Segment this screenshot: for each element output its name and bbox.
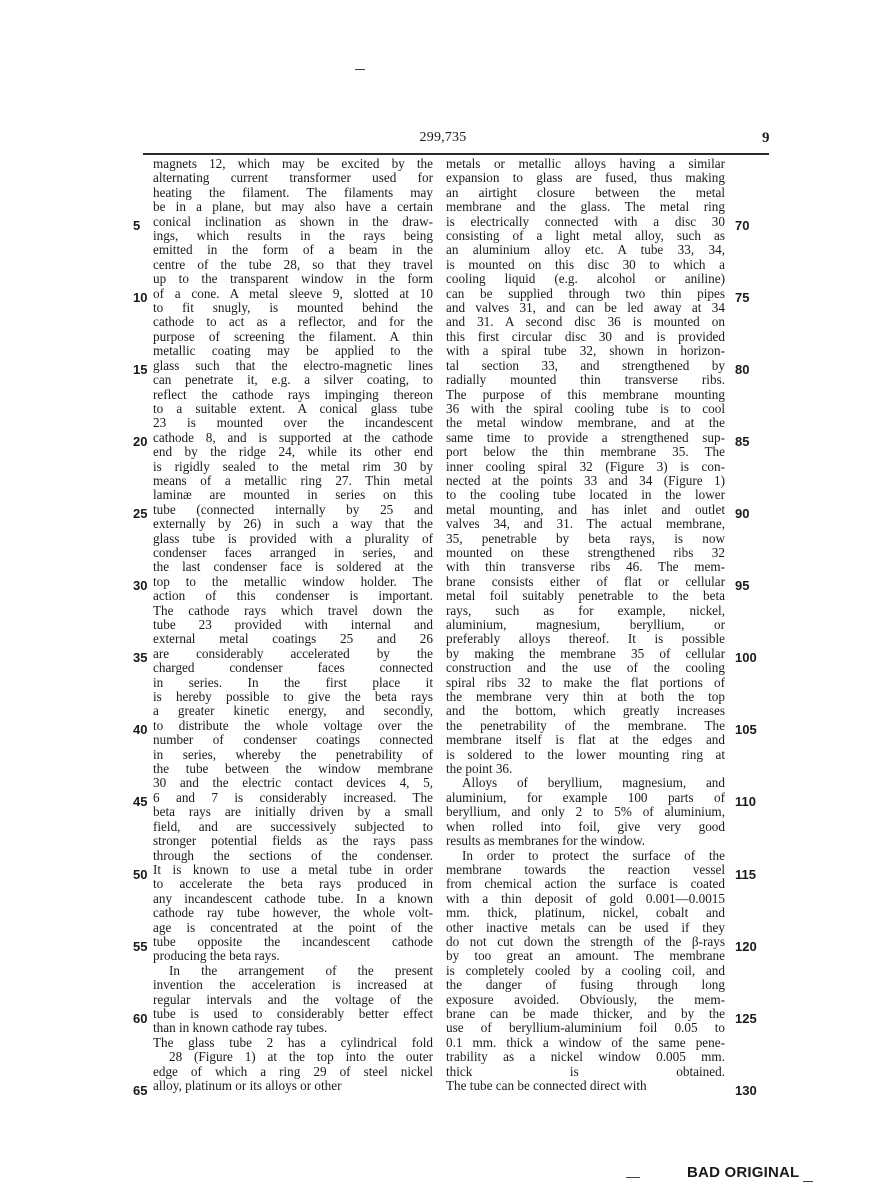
text-line: 35, penetrable by beta rays, is now	[446, 530, 725, 546]
line-number: 45	[133, 794, 148, 810]
text-line: is soldered to the lower mounting ring at	[446, 746, 725, 762]
text-line: through the sections of the condenser.	[153, 847, 433, 863]
text-line: The purpose of this membrane mounting	[446, 386, 725, 402]
text-line: 36 with the spiral cooling tube is to cool	[446, 400, 725, 416]
text-line: tube (connected internally by 25 and	[153, 501, 433, 517]
text-line: beryllium, and only 2 to 5% of aluminium,	[446, 804, 725, 820]
text-line: by making the membrane 35 of cellular	[446, 645, 725, 661]
text-line: glass such that the electro-magnetic lines	[153, 357, 433, 373]
line-number: 95	[735, 578, 750, 594]
text-line: purpose of screening the filament. A thin	[153, 328, 433, 344]
text-line: the membrane very thin at both the top	[446, 689, 725, 705]
text-line: heating the filament. The filaments may	[153, 184, 433, 200]
text-line: conical inclination as shown in the draw-	[153, 213, 433, 229]
line-number: 5	[133, 217, 141, 233]
line-number: 60	[133, 1010, 148, 1026]
text-line: do not cut down the strength of the β-rays	[446, 933, 725, 949]
text-line: this first circular disc 30 and is provided	[446, 328, 725, 344]
text-line: the point 36.	[446, 761, 513, 777]
text-line: use of beryllium-aluminium foil 0.05 to	[446, 1020, 725, 1036]
text-line: regular intervals and the voltage of the	[153, 991, 433, 1007]
line-number: 35	[133, 650, 148, 666]
text-line: field, and are successively subjected to	[153, 818, 433, 834]
text-line: the danger of fusing through long	[446, 977, 725, 993]
text-line: and the bottom, which greatly increases	[446, 703, 725, 719]
header-rule	[143, 153, 769, 155]
text-line: be in a plane, but may also have a certain	[153, 199, 433, 215]
text-line: the metal window membrane, and at the	[446, 415, 725, 431]
text-line: stronger potential fields as the rays pass	[153, 833, 433, 849]
text-line: metal mounting, and has inlet and outlet	[446, 501, 725, 517]
text-line: can penetrate it, e.g. a silver coating, to	[153, 372, 433, 388]
scan-mark	[803, 1181, 813, 1182]
text-line: expansion to glass are fused, thus making	[446, 170, 725, 186]
text-line: with a thin deposit of gold 0.001—0.0015	[446, 890, 725, 906]
text-line: Alloys of beryllium, magnesium, and	[462, 775, 725, 791]
text-line: tal section 33, and strengthened by	[446, 357, 725, 373]
text-line: 6 and 7 is considerably increased. The	[153, 789, 433, 805]
text-line: is completely cooled by a cooling coil, and	[446, 962, 725, 978]
text-line: the last condenser face is soldered at the	[153, 559, 433, 575]
line-number: 15	[133, 361, 148, 377]
text-line: up to the transparent window in the form	[153, 271, 433, 287]
text-line: mm. thick, platinum, nickel, cobalt and	[446, 905, 725, 921]
text-line: rays, such as for example, nickel,	[446, 602, 725, 618]
text-line: metallic coating may be applied to the	[153, 343, 433, 359]
text-line: magnets 12, which may be excited by the	[153, 156, 433, 171]
text-line: a greater kinetic energy, and secondly,	[153, 703, 433, 719]
text-line: construction and the use of the cooling	[446, 660, 725, 676]
text-line: means of a metallic ring 27. Thin metal	[153, 472, 433, 488]
text-line: is rigidly sealed to the metal rim 30 by	[153, 458, 433, 474]
page-index: 9	[762, 130, 770, 146]
text-line: cathode ray tube however, the whole volt-	[153, 905, 433, 921]
line-number: 120	[735, 938, 757, 954]
text-line: the tube between the window membrane	[153, 761, 433, 777]
text-line: to accelerate the beta rays produced in	[153, 876, 433, 892]
text-line: The cathode rays which travel down the	[153, 602, 433, 618]
text-line: charged condenser faces connected	[153, 660, 433, 676]
text-line: metals or metallic alloys having a similar	[446, 156, 725, 171]
line-number: 90	[735, 506, 750, 522]
text-line: in series. In the first place it	[153, 674, 433, 690]
text-line: to fit snugly, is mounted behind the	[153, 300, 433, 316]
line-number: 130	[735, 1082, 757, 1098]
text-line: the penetrability of the membrane. The	[446, 717, 725, 733]
text-line: an aluminium alloy etc. A tube 33, 34,	[446, 242, 725, 258]
text-line: other inactive metals can be used if they	[446, 919, 725, 935]
text-line: to the cooling tube located in the lower	[446, 487, 725, 503]
text-line: condenser faces arranged in series, and	[153, 544, 433, 560]
text-line: from chemical action the surface is coated	[446, 876, 725, 892]
text-line: edge of which a ring 29 of steel nickel	[153, 1063, 433, 1079]
scan-mark	[355, 69, 365, 70]
text-line: are considerably accelerated by the	[153, 645, 433, 661]
text-line: port below the thin membrane 35. The	[446, 444, 725, 460]
patent-number: 299,735	[419, 130, 467, 145]
text-line: inner cooling spiral 32 (Figure 3) is con-	[446, 458, 725, 474]
text-line: 30 and the electric contact devices 4, 5,	[153, 775, 433, 791]
text-line: cathode to act as a reflector, and for the	[153, 314, 433, 330]
text-line: tube 23 provided with internal and	[153, 617, 433, 632]
line-number: 30	[133, 578, 148, 594]
text-line: in series, whereby the penetrability of	[153, 746, 433, 762]
text-line: age is concentrated at the point of the	[153, 919, 433, 935]
text-line: with thin transverse ribs 46. The mem-	[446, 559, 725, 575]
text-line: ings, which results in the rays being	[153, 228, 433, 244]
text-line: to a suitable extent. A conical glass tube	[153, 400, 433, 416]
bad-original-stamp: BAD ORIGINAL	[687, 1164, 800, 1181]
text-line: aluminium, magnesium, beryllium, or	[446, 617, 725, 632]
right-column	[446, 157, 725, 1093]
text-line: same time to provide a strengthened sup-	[446, 429, 725, 445]
line-number: 125	[735, 1010, 757, 1026]
text-line: consisting of a light metal alloy, such as	[446, 228, 725, 244]
line-number: 80	[735, 361, 750, 377]
text-line: and 31. A second disc 36 is mounted on	[446, 314, 725, 330]
line-number: 105	[735, 722, 757, 738]
line-number: 70	[735, 217, 750, 233]
text-line: 0.1 mm. thick a window of the same pene-	[446, 1034, 725, 1050]
text-line: mounted on these strengthened ribs 32	[446, 544, 725, 560]
line-number: 110	[735, 794, 756, 810]
line-number: 55	[133, 938, 148, 954]
text-line: and valves 31, and can be led away at 34	[446, 300, 725, 316]
text-line: 28 (Figure 1) at the top into the outer	[169, 1049, 433, 1065]
text-line: emitted in the form of a beam in the	[153, 242, 433, 258]
text-line: nected at the points 33 and 34 (Figure 1)	[446, 472, 725, 488]
text-line: exposure avoided. Obviously, the mem-	[446, 991, 725, 1007]
text-line: invention the acceleration is increased at	[153, 977, 433, 993]
text-line: brane can be made thicker, and by the	[446, 1005, 725, 1021]
line-number: 50	[133, 866, 148, 882]
text-line: alloy, platinum or its alloys or other	[153, 1078, 342, 1093]
text-line: alternating current transformer used for	[153, 170, 433, 186]
text-line: top to the metallic window holder. The	[153, 573, 433, 589]
text-line: 23 is mounted over the incandescent	[153, 415, 433, 431]
text-line: number of condenser coatings connected	[153, 732, 433, 748]
text-line: when rolled into foil, give very good	[446, 818, 725, 834]
text-line: is electrically connected with a disc 30	[446, 213, 725, 229]
text-line: can be supplied through two thin pipes	[446, 285, 725, 301]
text-line: cooling liquid (e.g. alcohol or aniline)	[446, 271, 725, 287]
text-line: cathode 8, and is supported at the cathode	[153, 429, 433, 445]
text-line: of a cone. A metal sleeve 9, slotted at 10	[153, 285, 433, 301]
text-line: metal foil suitably penetrable to the beta	[446, 588, 725, 604]
line-number: 100	[735, 650, 757, 666]
text-line: external metal coatings 25 and 26	[153, 631, 433, 647]
text-line: results as membranes for the window.	[446, 833, 646, 849]
text-line: membrane itself is flat at the edges and	[446, 732, 725, 748]
line-number: 85	[735, 433, 750, 449]
text-line: is hereby possible to give the beta rays	[153, 689, 433, 705]
text-line: The tube can be connected direct with	[446, 1078, 647, 1093]
text-line: spiral ribs 32 to make the flat portions of	[446, 674, 725, 690]
text-line: externally by 26) in such a way that the	[153, 516, 433, 532]
text-line: valves 34, and 31. The actual membrane,	[446, 516, 725, 532]
text-line: centre of the tube 28, so that they travel	[153, 256, 433, 272]
text-line: aluminium, for example 100 parts of	[446, 789, 725, 805]
text-line: trability as a nickel window 0.005 mm.	[446, 1049, 725, 1065]
line-number: 115	[735, 866, 756, 882]
scan-mark	[626, 1177, 640, 1178]
text-line: with a spiral tube 32, shown in horizon-	[446, 343, 725, 359]
text-line: by too great an amount. The membrane	[446, 948, 725, 964]
text-line: any incandescent cathode tube. In a known	[153, 890, 433, 906]
text-line: tube opposite the incandescent cathode	[153, 933, 433, 949]
text-line: to distribute the whole voltage over the	[153, 717, 433, 733]
text-line: end by the ridge 24, while its other end	[153, 444, 433, 460]
line-number: 75	[735, 289, 750, 305]
left-column	[153, 157, 433, 1093]
text-line: preferably alloys thereof. It is possible	[446, 631, 725, 647]
text-line: radially mounted thin transverse ribs.	[446, 372, 725, 388]
line-number: 10	[133, 289, 148, 305]
text-line: brane consists either of flat or cellular	[446, 573, 725, 589]
text-line: The glass tube 2 has a cylindrical fold	[153, 1034, 433, 1050]
line-number: 40	[133, 722, 148, 738]
text-line: an airtight closure between the metal	[446, 184, 725, 200]
text-line: glass tube is provided with a plurality of	[153, 530, 433, 546]
text-line: It is known to use a metal tube in order	[153, 861, 433, 877]
text-line: membrane and the glass. The metal ring	[446, 199, 725, 215]
text-line: producing the beta rays.	[153, 948, 280, 964]
text-line: thick is obtained.	[446, 1063, 725, 1079]
line-number: 65	[133, 1082, 148, 1098]
text-line: laminæ are mounted in series on this	[153, 487, 433, 503]
text-line: In the arrangement of the present	[169, 962, 433, 978]
line-number: 25	[133, 506, 148, 522]
text-line: is mounted on this disc 30 to which a	[446, 256, 725, 272]
text-line: action of this condenser is important.	[153, 588, 433, 604]
text-line: beta rays are initially driven by a small	[153, 804, 433, 820]
line-number: 20	[133, 433, 148, 449]
text-line: tube is used to considerably better effect	[153, 1005, 433, 1021]
text-line: than in known cathode ray tubes.	[153, 1020, 328, 1036]
text-line: In order to protect the surface of the	[462, 847, 725, 863]
text-line: membrane towards the reaction vessel	[446, 861, 725, 877]
text-line: reflect the cathode rays impinging thereon	[153, 386, 433, 402]
